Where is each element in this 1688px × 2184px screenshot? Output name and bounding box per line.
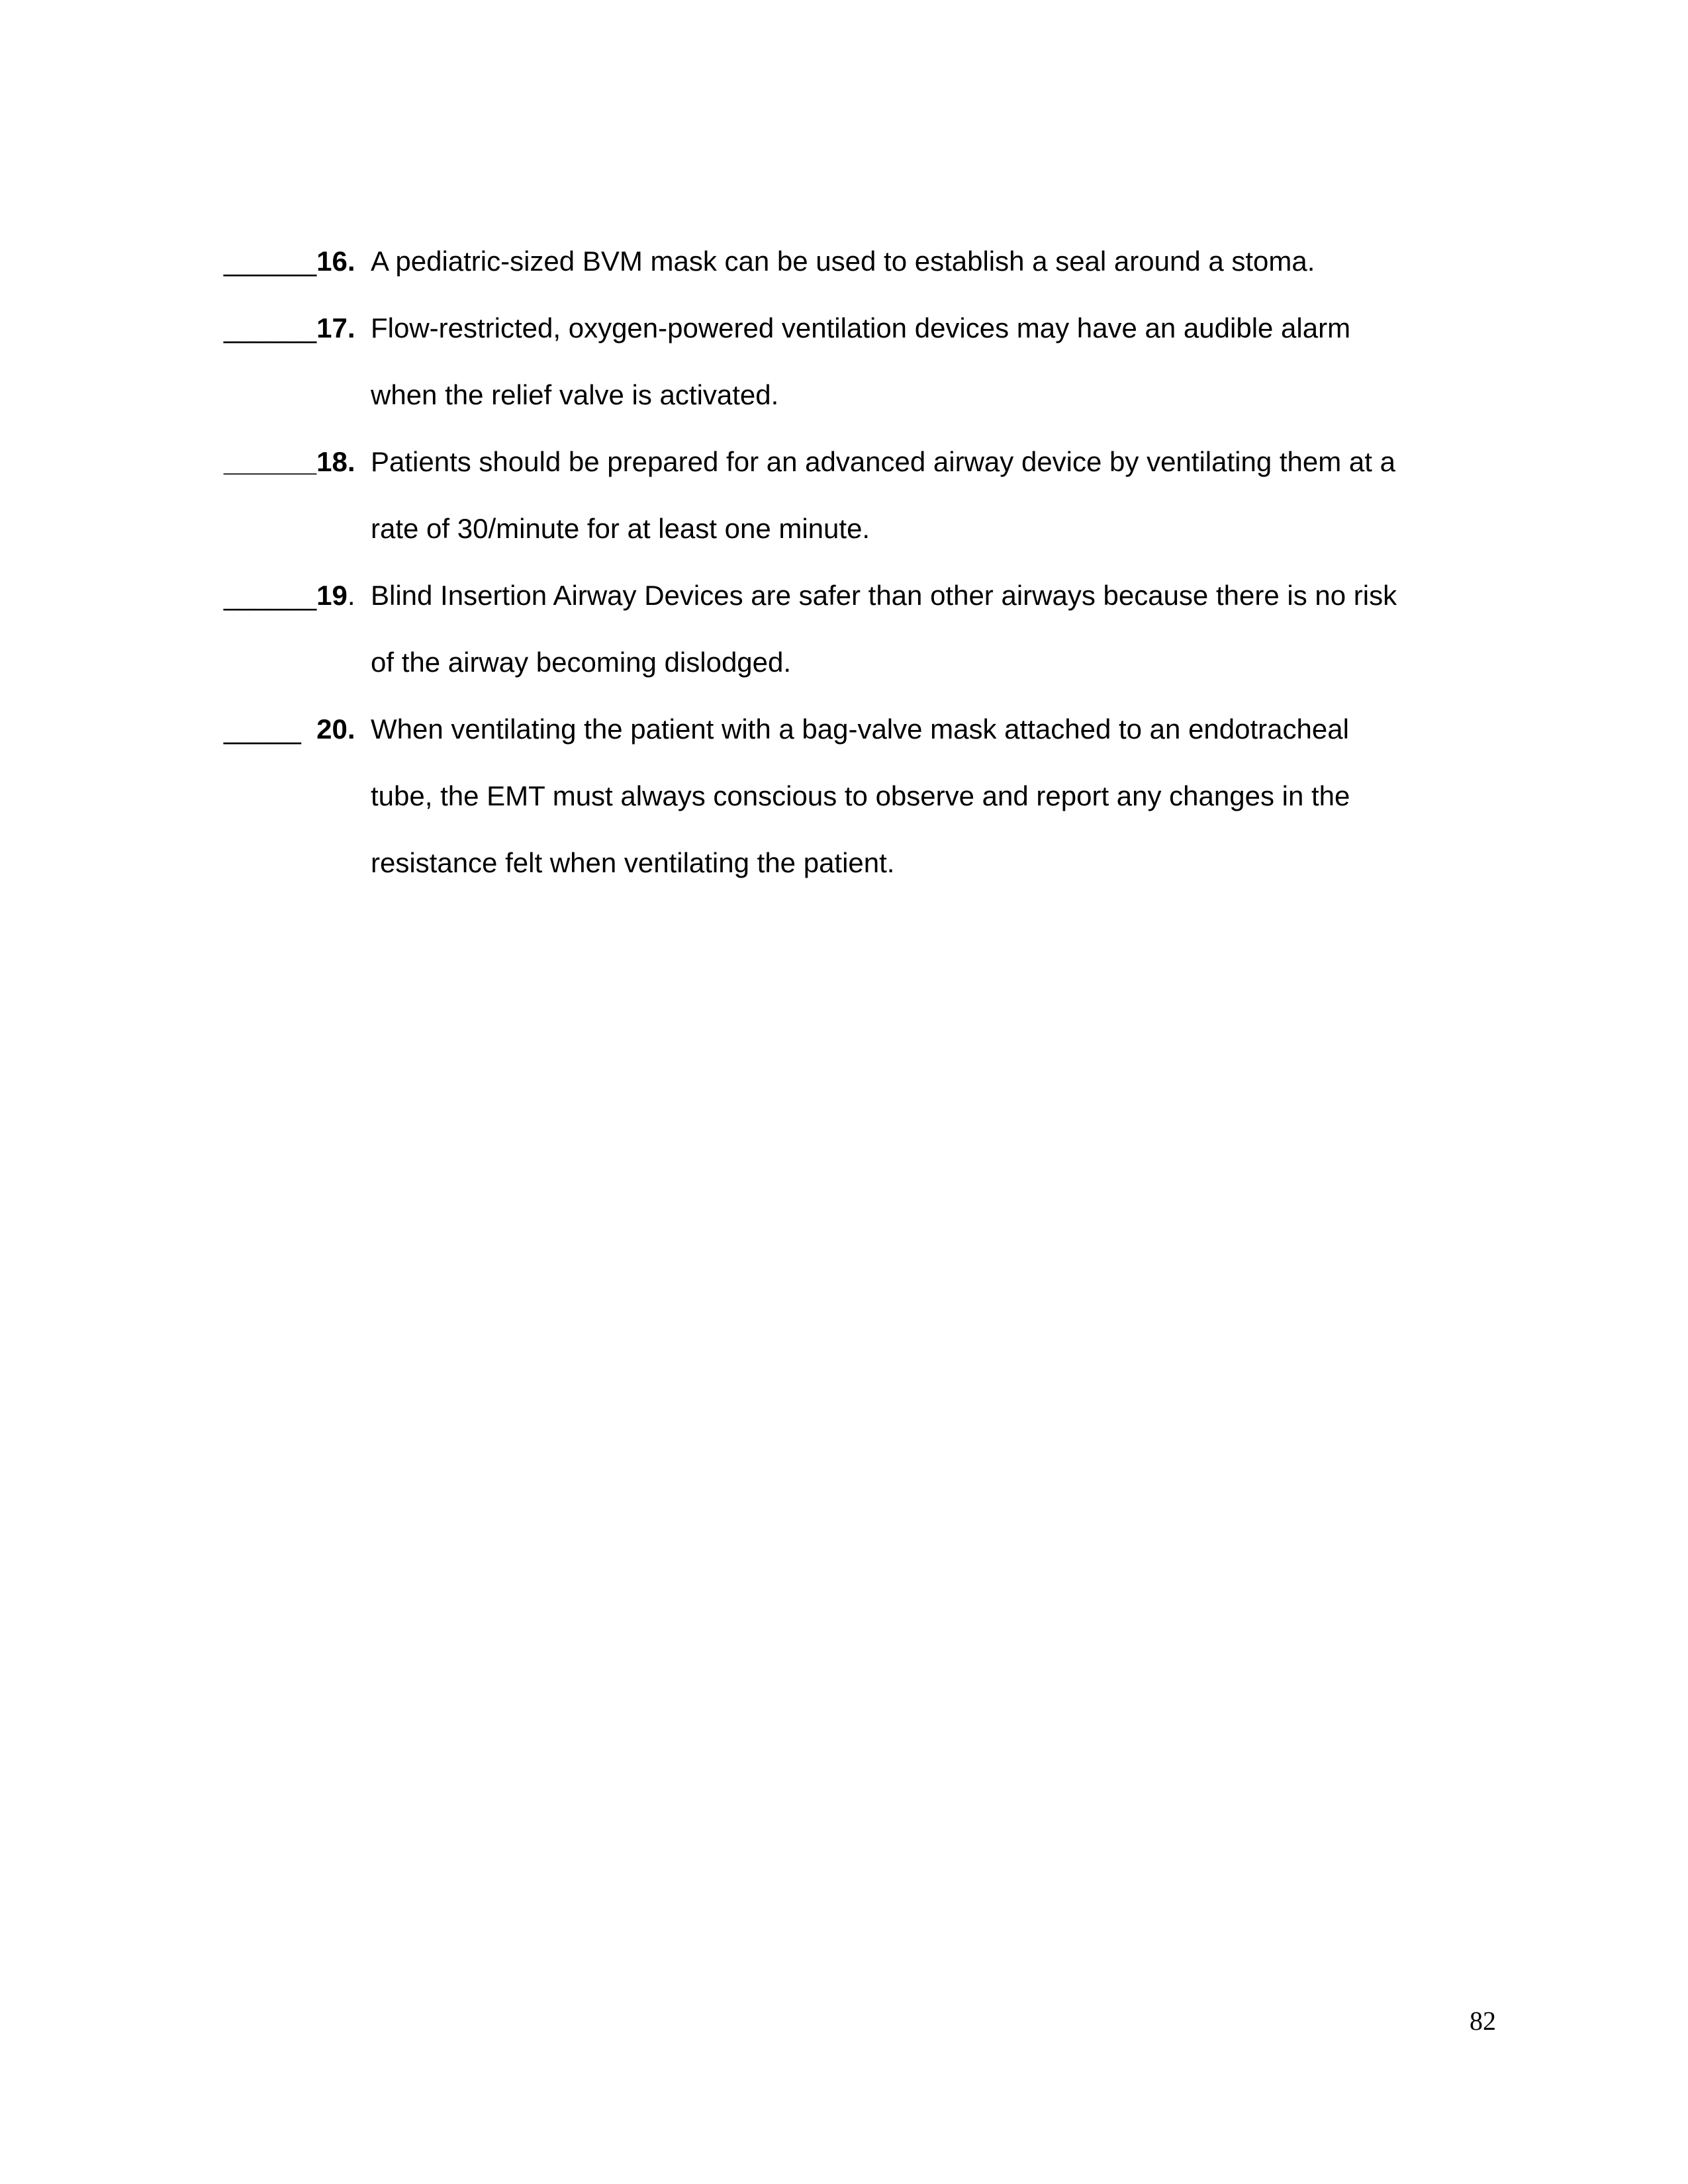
- question-19-text: [371, 562, 1481, 696]
- question-text-line: of the airway becoming dislodged.: [371, 647, 792, 678]
- question-number: 20.: [316, 713, 355, 745]
- question-list: [224, 228, 1481, 896]
- answer-blank[interactable]: ______: [224, 312, 317, 343]
- question-16-text: [371, 228, 1481, 295]
- question-text-line: resistance felt when ventilating the patient.: [371, 847, 895, 878]
- question-number: 19: [316, 580, 348, 611]
- question-17: [224, 295, 1481, 428]
- question-number-punctuation: .: [347, 580, 355, 611]
- question-16: [224, 228, 1481, 295]
- question-text-line: When ventilating the patient with a bag-valve mask attached to an endotracheal: [371, 713, 1349, 745]
- question-18-lead: [224, 428, 371, 562]
- question-19: [224, 562, 1481, 696]
- question-text-line: A pediatric-sized BVM mask can be used to establish a seal around a stoma.: [371, 246, 1315, 277]
- answer-blank[interactable]: _____: [224, 713, 317, 745]
- answer-blank[interactable]: ______: [224, 246, 317, 277]
- answer-blank[interactable]: ______: [224, 446, 317, 477]
- question-20: [224, 696, 1481, 896]
- question-number: 18.: [316, 446, 355, 477]
- question-text-line: Blind Insertion Airway Devices are safer than other airways because there is no risk: [371, 580, 1397, 611]
- question-19-lead: [224, 562, 371, 696]
- question-text-line: tube, the EMT must always conscious to observe and report any changes in the: [371, 780, 1350, 811]
- answer-blank[interactable]: ______: [224, 580, 317, 611]
- question-number: 17.: [316, 312, 355, 343]
- question-18: [224, 428, 1481, 562]
- question-number: 16.: [316, 246, 355, 277]
- question-20-lead: [224, 696, 371, 896]
- question-text-line: Flow-restricted, oxygen-powered ventilation devices may have an audible alarm: [371, 312, 1351, 343]
- question-text-line: Patients should be prepared for an advanced airway device by ventilating them at a: [371, 446, 1395, 477]
- question-text-line: when the relief valve is activated.: [371, 379, 779, 410]
- page-number: 82: [1470, 2006, 1496, 2036]
- question-17-lead: [224, 295, 371, 428]
- question-16-lead: [224, 228, 371, 295]
- question-18-text: [371, 428, 1481, 562]
- question-20-text: [371, 696, 1481, 896]
- question-text-line: rate of 30/minute for at least one minute.: [371, 513, 870, 544]
- question-17-text: [371, 295, 1481, 428]
